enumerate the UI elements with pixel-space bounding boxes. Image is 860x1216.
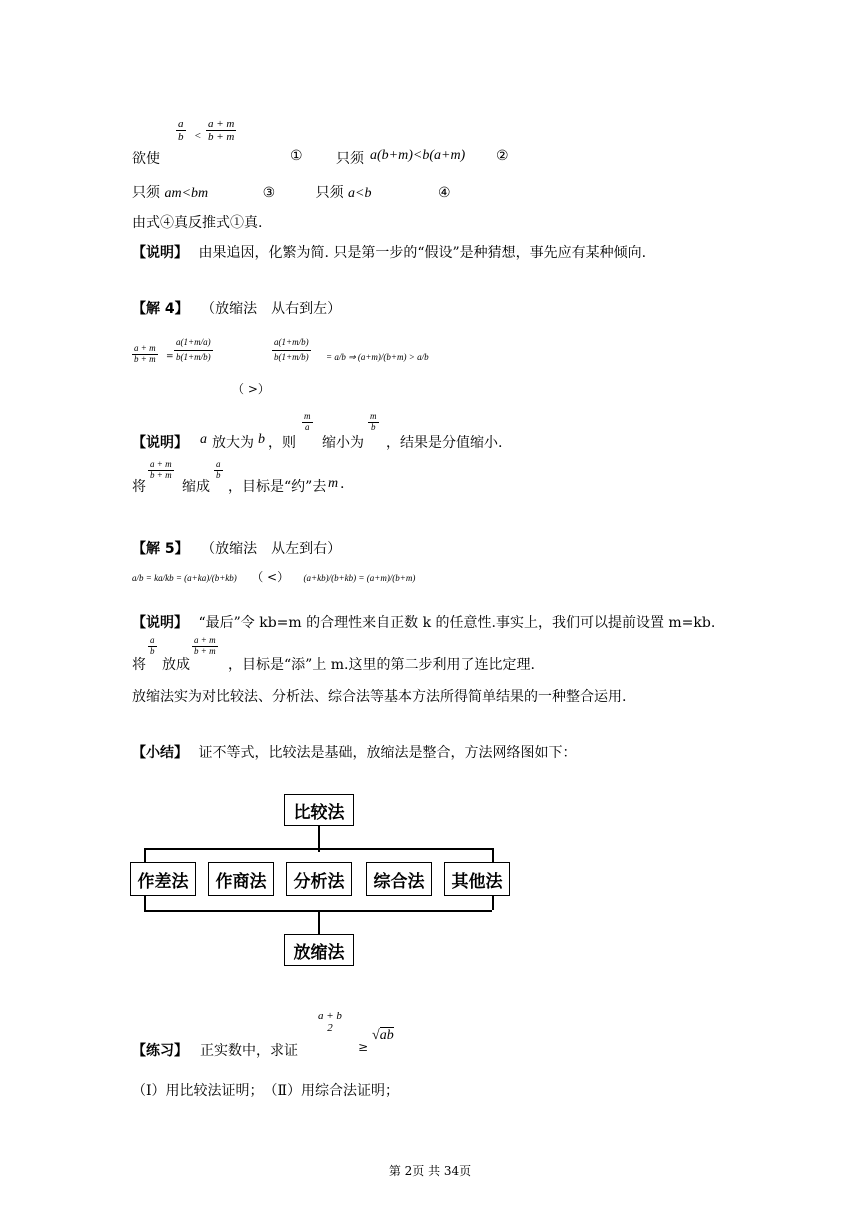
exercise-sqrt-arg: ab [379,1028,394,1043]
diagram-connector [318,910,320,936]
note2-t3: 缩小为 [322,435,364,451]
sol4-eq: = [166,352,174,362]
less-than: < [194,130,202,142]
diagram-row-box: 其他法 [444,862,510,896]
sol5-text: （放缩法 从左到右） [201,541,342,557]
tag-2: ② [496,148,509,164]
line3: 由式④真反推式①真. [132,215,263,231]
line1-prefix: 欲使 [132,151,160,167]
sol4-f2: $\frac{a(1+m/a)}{b(1+m/b)}$ [174,330,213,371]
note3b-frac: $\frac{a}{b}$ [150,635,155,656]
exercise-sqrt: √ab [372,1028,394,1043]
note1 [132,242,646,262]
exercise-ge: ≥ [358,1040,369,1054]
note2 [132,411,632,451]
line2-label2: 只须 [315,185,344,201]
diagram-connector [144,848,492,850]
tag-3: ③ [262,185,276,201]
tag-4: ④ [437,185,451,201]
note3b [132,636,632,672]
cond-label: 只须 [336,151,364,167]
sol4-text: （放缩法 从右到左） [201,301,342,317]
note2-m-over-b: $\frac{m}{b}$ [370,411,377,432]
note3 [132,612,715,632]
note3c: 放缩法实为对比较法、分析法、综合法等基本方法所得简单结果的一种整合运用. [132,689,627,705]
note2b-t2: 缩成 [182,479,210,495]
sol5-expr-left: a/b = ka/kb = (a+ka)/(b+kb) [132,573,237,583]
exercise-items: （Ⅰ）用比较法证明； （Ⅱ）用综合法证明； [132,1083,400,1099]
exercise-bracket: 【练习】 [132,1043,188,1059]
line2-label1: 只须 [132,185,160,201]
sol5-bracket: 【解 5】 [132,541,189,557]
note2b-end: . [340,476,345,492]
diagram-bottom-box: 放缩法 [284,934,354,966]
sol4-f3: $\frac{a(1+m/b)}{b(1+m/b)}$ [272,330,311,371]
sol4-bracket: 【解 4】 [132,301,189,317]
note3-bracket: 【说明】 [132,615,188,631]
note2b-t1: 将 [132,479,146,495]
sol4-f1: $\frac{a + m}{b + m}$ [134,343,156,364]
line2-expr2: a<b [348,186,372,201]
sol4-math [132,330,432,394]
diagram-row-box: 作商法 [208,862,274,896]
summary-text: 证不等式，比较法是基础，放缩法是整合，方法网络图如下： [198,745,577,761]
summary [132,742,576,762]
summary-bracket: 【小结】 [132,745,188,761]
note2b-m: m [328,476,339,491]
note2b [132,460,432,496]
exercise-text: 正实数中，求证 [200,1043,298,1059]
sol4-heading [132,298,341,318]
diagram-row-box: 综合法 [366,862,432,896]
note2-m-over-a: $\frac{m}{a}$ [304,411,311,432]
note3b-t2: 放成 [162,657,190,673]
line2-expr1: am<bm [164,186,209,201]
sol5-paren: （ <） [251,570,290,584]
note1-bracket: 【说明】 [132,245,188,261]
note2-a: a [200,432,207,447]
note3-text: “最后”令 kb=m 的合理性来自正数 k 的任意性.事实上，我们可以提前设置 m=kb. [198,615,716,631]
note2-t2: ，则 [268,435,296,451]
note2-bracket: 【说明】 [132,435,188,451]
page-footer: 第 2页 共 34页 [388,1164,472,1178]
diagram-row-box: 分析法 [286,862,352,896]
note2b-t3: ，目标是“约”去 [228,479,327,495]
diagram-top-box: 比较法 [284,794,354,826]
cond-expr: a(b+m)<b(a+m) [370,148,466,163]
note3b-t3: ，目标是“添”上 m.这里的第二步利用了连比定理. [228,657,535,673]
sol5-expr-right: (a+kb)/(b+kb) = (a+m)/(b+m) [303,573,416,583]
note3b-frac2: $\frac{a + m}{b + m}$ [194,635,216,656]
sol5-heading [132,538,341,558]
exercise [132,1010,532,1059]
note2-t1: 放大为 [212,435,254,451]
note1-text: 由果追因，化繁为简. 只是第一步的“假设”是种猜想，事先应有某种倾向. [198,245,647,261]
note3b-t1: 将 [132,657,146,673]
fraction-a-over-b: $\frac{a}{b}$ [178,118,184,144]
exercise-frac: a + b 2 [318,1010,342,1035]
sol4-paren: （ >） [232,382,270,396]
note2b-frac: $\frac{a + m}{b + m}$ [150,459,172,480]
note2-b: b [258,432,265,447]
tag-1: ① [290,148,303,164]
note2b-frac2: $\frac{a}{b}$ [216,459,221,480]
sol4-tail: = a/b ⇒ (a+m)/(b+m) > a/b [326,352,429,362]
fraction-am-over-bm: $\frac{a + m}{b + m}$ [208,118,235,144]
line2 [132,182,451,202]
diagram-row-box: 作差法 [130,862,196,896]
note2-t4: ，结果是分值缩小. [386,435,503,451]
method-diagram [128,790,510,962]
sol5-math [132,568,415,585]
